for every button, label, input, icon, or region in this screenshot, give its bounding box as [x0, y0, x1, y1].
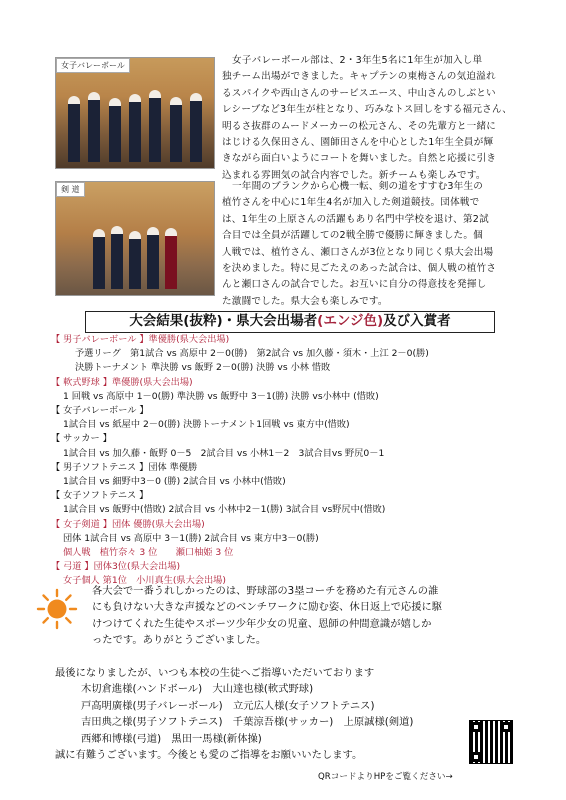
result-line: 1試合目 vs 加久藤・飯野 0－5 2試合目 vs 小林1－2 3試合目vs 野尻0－1 [63, 447, 385, 459]
result-line: 1試合目 vs 飯野中(惜敗) 2試合目 vs 小林中2－1(勝) 3試合目 vs野尻中(惜敗) [63, 504, 386, 516]
results-heading: 大会結果(抜粋)・県大会出場者(エンジ色)及び入賞者 [85, 311, 495, 333]
photo-caption-kendo: 剣 道 [56, 182, 85, 197]
kendo-team-figures [64, 221, 206, 289]
result-line: 【 サッカー 】 [51, 433, 112, 445]
results-list [51, 333, 521, 589]
heading-engi-note: (エンジ色) [317, 313, 384, 329]
result-line: 【 女子バレーボール 】 [51, 405, 149, 417]
result-line: 1 回戦 vs 高原中 1－0(勝) 準決勝 vs 飯野中 3－1(勝) 決勝 vs小林中 (惜敗) [63, 390, 379, 402]
photo-caption-volleyball: 女子バレーボール [56, 58, 130, 73]
result-line: 【 女子剣道 】団体 優勝(県大会出場) [51, 518, 205, 530]
result-line: 決勝トーナメント 準決勝 vs 飯野 2－0(勝) 決勝 vs 小林 惜敗 [75, 362, 331, 374]
result-line: 【 弓道 】団体3位(県大会出場) [51, 561, 181, 573]
result-line: 【 女子ソフトテニス 】 [51, 490, 149, 502]
volleyball-report: 女子バレーボール部は、2・3年生5名に1年生が加入し単 独チーム出場ができました。キャプテンの東梅さんの気迫溢れ るスパイクや西山さんのサービスエース、中山さんのしぶとい レシーブなど3年生が柱となり、巧みなトス回しをする福元さん、 明るさ抜群のムードメーカーの松元さん、その先輩方と一緒に はじける久保田さん、園師田さんを中心とした1年生全員が輝 きながら面白いようにコートを舞いました。自然と応援に引き 込まれる雰囲気の試合内容でした。新チームも楽しみです。 [222, 55, 513, 181]
volleyball-team-photo [55, 57, 215, 169]
kendo-team-photo [55, 181, 215, 296]
result-line: 女子個人 第1位 小川真生(県大会出場) [63, 575, 226, 587]
result-line: 【 男子ソフトテニス 】団体 準優勝 [51, 461, 198, 473]
result-line: 1試合目 vs 紙屋中 2－0(勝) 決勝トーナメント1回戦 vs 東方中(惜敗) [63, 419, 350, 431]
qr-caption: QRコードよりHPをご覧ください→ [318, 772, 453, 782]
kendo-report: 一年間のブランクから心機一転、剣の道をすすむ3年生の 植竹さんを中心に1年生4名が加入した剣道競技。団体戦で は、1年生の上原さんの活躍もあり名門中学校を退け、第2試 合目では全員が活躍しての2戦全勝で優勝に輝きました。個 人戦では、植竹さん、瀬口さんが3位となり同じく県大会出場 を決めました。特に見ごたえのあった試合は、個人戦の植竹さ んと瀬口さんの試合でした。お互いに自分の得意技を発揮し た激闘でした。県大会も楽しみです。 [222, 181, 497, 307]
closing-message: 最後になりましたが、いつも本校の生徒へご指導いただいております 木切倉進様(ハンドボール) 大山達也様(軟式野球) 戸高明廣様(男子バレーボール) 立元広人様(女子ソフトテニス) 吉田典之様(男子ソフトテニス) 千葉涼吾様(サッカー) 上原誠様(剣道) 西郷和博様(弓道) 黒田一馬様(新体操) 誠に有難うございます。今後とも愛のご指導をお願いいたします。 [55, 667, 414, 762]
result-line: 【 軟式野球 】準優勝(県大会出場) [51, 376, 193, 388]
result-line: 個人戦 植竹奈々 3 位 瀬口柚姫 3 位 [63, 547, 234, 559]
result-line: 団体 1試合目 vs 高原中 3－1(勝) 2試合目 vs 東方中3－0(勝) [63, 532, 319, 544]
result-line: 【 男子バレーボール 】準優勝(県大会出場) [51, 334, 230, 345]
thanks-message: 各大会で一番うれしかったのは、野球部の3塁コーチを務めた有元さんの誰 にも負けない大きな声援などのベンチワークに励む姿、休日返上で応援に駆 けつけてくれた生徒やスポーツ少年少女の児童、恩師の仲間意識が嬉しか ったです。ありがとうございました。 [92, 585, 443, 647]
qr-code[interactable] [469, 720, 513, 764]
sun-icon [36, 588, 78, 630]
volleyball-team-figures [64, 96, 206, 162]
result-line: 予選リーグ 第1試合 vs 高原中 2－0(勝) 第2試合 vs 加久藤・須木・上江 2－0(勝) [75, 348, 429, 360]
result-line: 1試合目 vs 細野中3－0 (勝) 2試合目 vs 小林中(惜敗) [63, 476, 286, 488]
